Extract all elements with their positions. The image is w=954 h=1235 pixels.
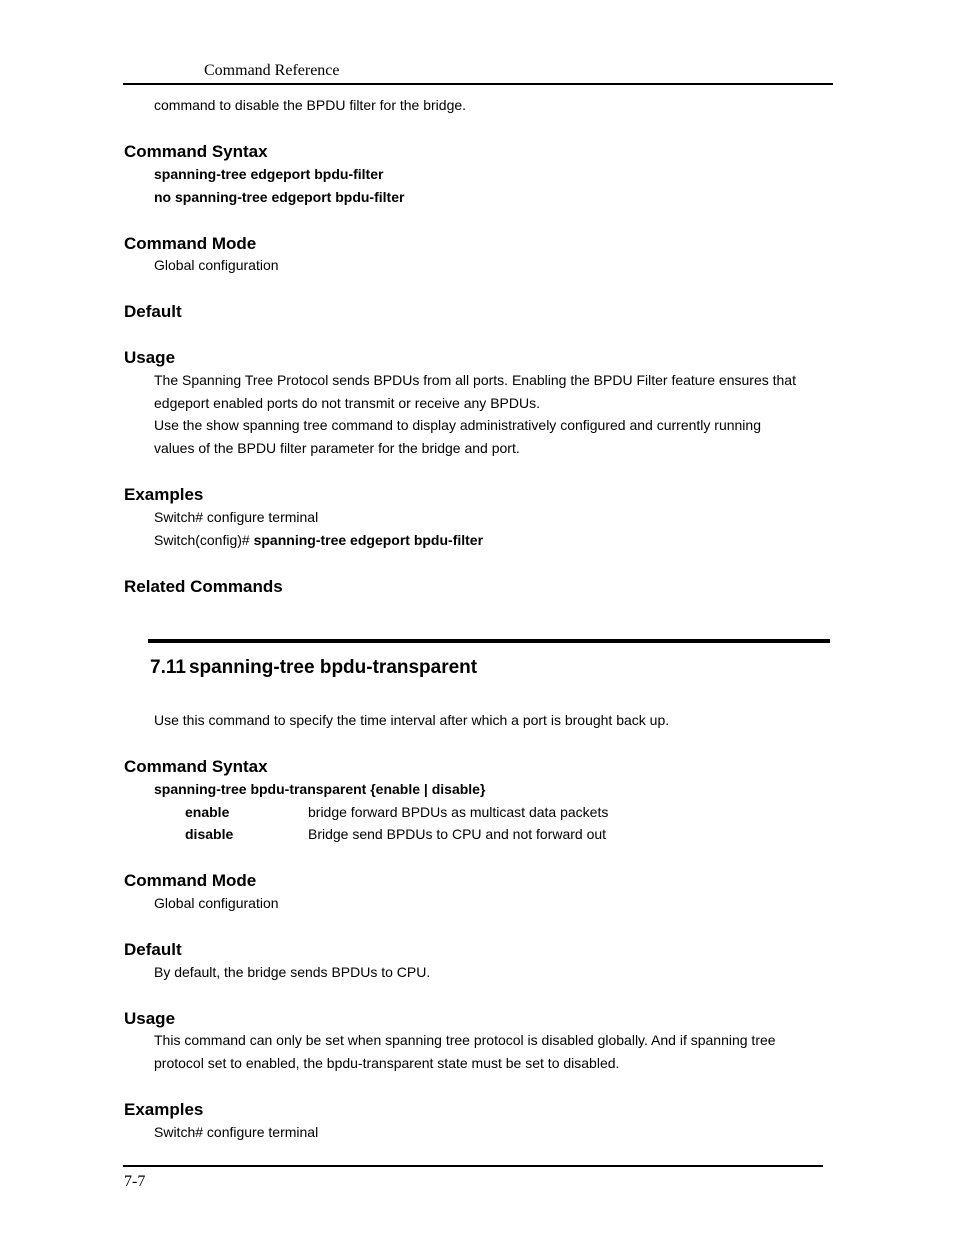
heading-related-commands: Related Commands bbox=[124, 577, 283, 596]
usage-line: protocol set to enabled, the bpdu-transparent state must be set to disabled. bbox=[154, 1055, 620, 1071]
heading-command-mode: Command Mode bbox=[124, 234, 257, 253]
param-desc: bridge forward BPDUs as multicast data packets bbox=[308, 804, 609, 820]
usage-line: This command can only be set when spanning tree protocol is disabled globally. And if spanning tree bbox=[154, 1032, 776, 1048]
example-line: Switch# configure terminal bbox=[154, 1124, 319, 1140]
footer-rule bbox=[123, 1165, 823, 1167]
section-rule bbox=[148, 639, 830, 643]
running-header: Command Reference bbox=[204, 62, 340, 79]
intro-tail: command to disable the BPDU filter for the bridge. bbox=[154, 97, 467, 113]
usage-line: edgeport enabled ports do not transmit or receive any BPDUs. bbox=[154, 395, 540, 411]
param-desc: Bridge send BPDUs to CPU and not forward out bbox=[308, 826, 607, 842]
section-title-text: spanning-tree bpdu-transparent bbox=[188, 657, 478, 678]
heading-default: Default bbox=[124, 940, 182, 959]
example-line: Switch# configure terminal bbox=[154, 509, 319, 525]
syntax-line: spanning-tree bpdu-transparent {enable | disable} bbox=[154, 781, 486, 797]
example-command: spanning-tree edgeport bpdu-filter bbox=[253, 532, 484, 548]
heading-usage: Usage bbox=[124, 348, 176, 367]
heading-default: Default bbox=[124, 302, 182, 321]
heading-command-mode: Command Mode bbox=[124, 871, 257, 890]
usage-line: Use the show spanning tree command to display administratively configured and currently running bbox=[154, 417, 761, 433]
example-line bbox=[154, 532, 483, 548]
heading-command-syntax: Command Syntax bbox=[124, 142, 268, 161]
param-name: enable bbox=[185, 804, 230, 820]
heading-examples: Examples bbox=[124, 485, 204, 504]
page-number: 7-7 bbox=[124, 1173, 146, 1190]
example-prompt: Switch(config)# bbox=[154, 532, 254, 548]
mode-text: Global configuration bbox=[154, 895, 279, 911]
section-intro: Use this command to specify the time interval after which a port is brought back up. bbox=[154, 712, 670, 728]
heading-command-syntax: Command Syntax bbox=[124, 757, 268, 776]
default-text: By default, the bridge sends BPDUs to CPU. bbox=[154, 964, 431, 980]
syntax-line: spanning-tree edgeport bpdu-filter bbox=[154, 166, 384, 182]
heading-examples: Examples bbox=[124, 1100, 204, 1119]
section-title bbox=[150, 657, 477, 679]
usage-line: values of the BPDU filter parameter for the bridge and port. bbox=[154, 440, 520, 456]
usage-line: The Spanning Tree Protocol sends BPDUs from all ports. Enabling the BPDU Filter feature ensures that bbox=[154, 372, 796, 388]
mode-text: Global configuration bbox=[154, 257, 279, 273]
syntax-line: no spanning-tree edgeport bpdu-filter bbox=[154, 189, 405, 205]
section-number: 7.11 bbox=[150, 657, 186, 678]
header-rule bbox=[123, 83, 833, 85]
param-name: disable bbox=[185, 826, 234, 842]
heading-usage: Usage bbox=[124, 1009, 176, 1028]
